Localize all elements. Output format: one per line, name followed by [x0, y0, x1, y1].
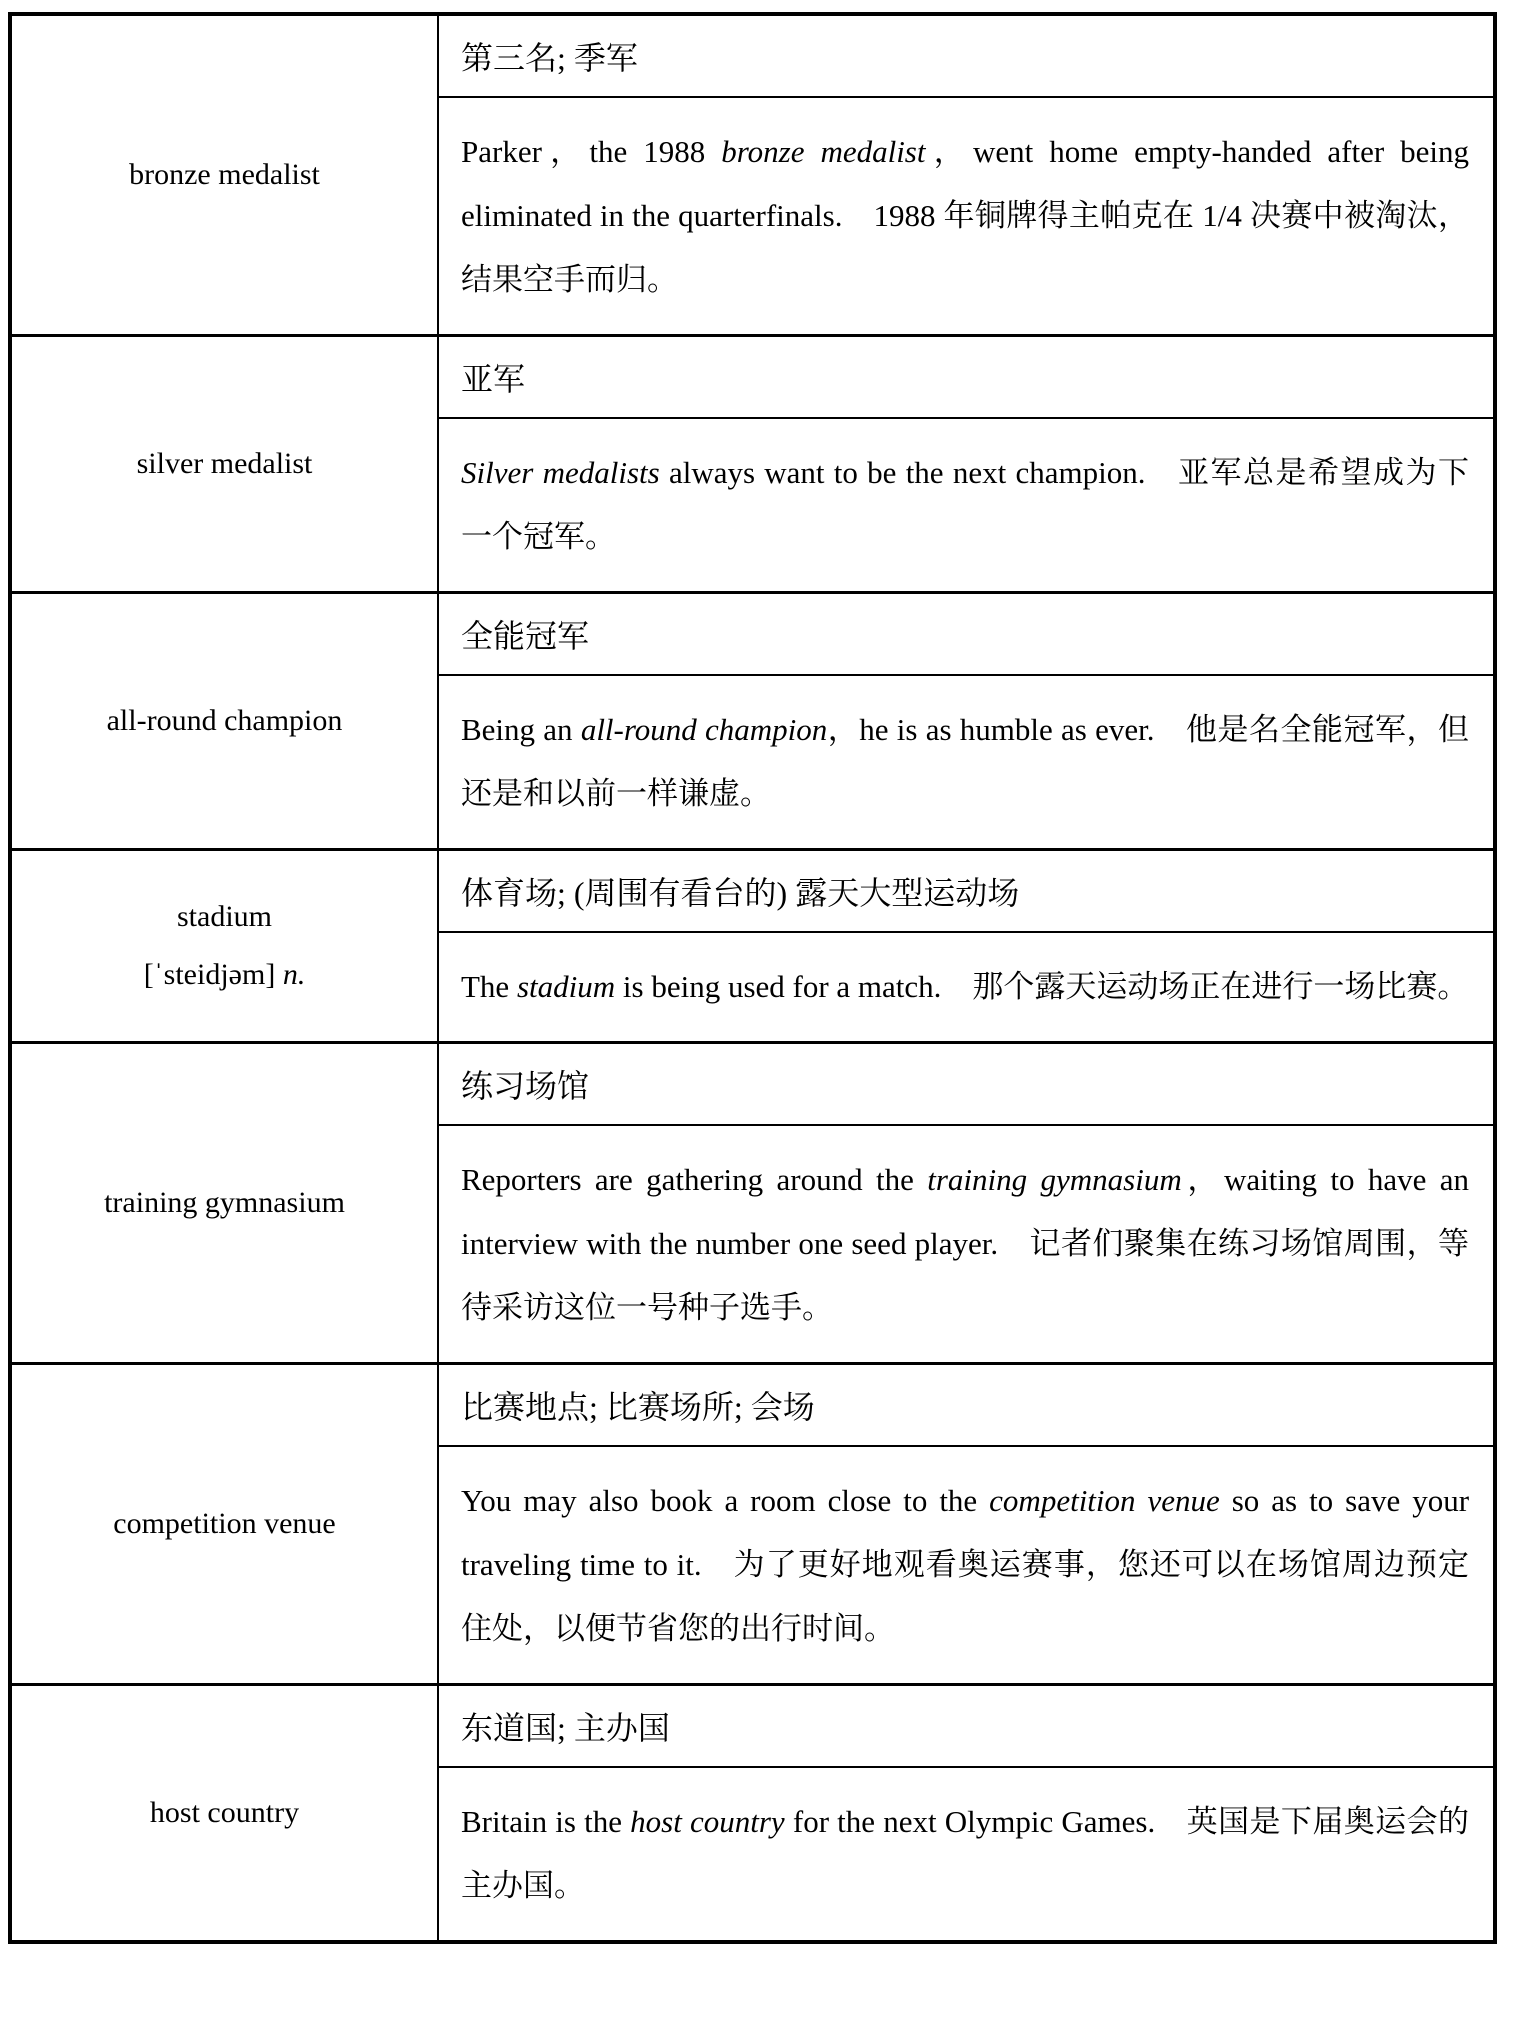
term-text: host country — [149, 1796, 300, 1829]
term-cell — [10, 14, 438, 336]
definition-cell: 第三名; 季军 — [438, 14, 1495, 97]
definition-cell: 东道国; 主办国 — [438, 1685, 1495, 1768]
definition-row — [10, 850, 1495, 933]
term-cell — [10, 1364, 438, 1685]
definition-row — [10, 1364, 1495, 1447]
definition-row — [10, 14, 1495, 97]
example-cell: You may also book a room close to the competition venue so as to save your traveling time to it. 为了更好地观看奥运赛事，您还可以在场馆周边预定住处，以便节省您的出行时间。 — [461, 1483, 1470, 1646]
term-text: training gymnasium — [104, 1186, 345, 1219]
term-text: competition venue — [113, 1507, 336, 1540]
term-cell — [10, 850, 438, 1043]
definition-row — [10, 593, 1495, 676]
page — [0, 12, 1520, 2025]
term-text: all-round champion — [106, 704, 343, 737]
term-cell — [10, 593, 438, 850]
definition-cell: 练习场馆 — [438, 1043, 1495, 1126]
definition-cell: 比赛地点; 比赛场所; 会场 — [438, 1364, 1495, 1447]
vocab-row — [10, 1043, 1495, 1364]
example-cell: The stadium is being used for a match. 那个露天运动场正在进行一场比赛。 — [461, 969, 1469, 1004]
term-text: stadium — [177, 900, 272, 933]
definition-row — [10, 1685, 1495, 1768]
example-cell: Parker，the 1988 bronze medalist，went home empty-handed after being eliminated in the quarterfinals. 1988 年铜牌得主帕克在 1/4 决赛中被淘汰，结果空手而归。 — [461, 134, 1470, 297]
vocab-row — [10, 14, 1495, 336]
definition-cell: 亚军 — [438, 336, 1495, 419]
definition-cell: 体育场; (周围有看台的) 露天大型运动场 — [438, 850, 1495, 933]
term-text: silver medalist — [136, 447, 313, 480]
vocab-row — [10, 593, 1495, 850]
example-cell: Reporters are gathering around the training gymnasium，waiting to have an interview with the number one seed player. 记者们聚集在练习场馆周围，等待采访这位一号种子选手。 — [461, 1162, 1469, 1325]
definition-row — [10, 336, 1495, 419]
vocab-row — [10, 1685, 1495, 1943]
example-cell: Being an all-round champion，he is as humble as ever. 他是名全能冠军，但还是和以前一样谦虚。 — [461, 712, 1469, 811]
vocab-row — [10, 1364, 1495, 1685]
example-cell: Silver medalists always want to be the next champion. 亚军总是希望成为下一个冠军。 — [461, 455, 1470, 554]
term-text: bronze medalist — [129, 158, 320, 191]
vocab-row — [10, 850, 1495, 1043]
example-cell: Britain is the host country for the next Olympic Games. 英国是下届奥运会的主办国。 — [461, 1804, 1469, 1903]
term-phonetic: [ˈsteidjəm] n. — [143, 958, 306, 991]
term-cell — [10, 1043, 438, 1364]
vocab-row — [10, 336, 1495, 593]
vocab-table — [8, 12, 1497, 1944]
definition-cell: 全能冠军 — [438, 593, 1495, 676]
term-cell — [10, 336, 438, 593]
definition-row — [10, 1043, 1495, 1126]
term-cell — [10, 1685, 438, 1943]
